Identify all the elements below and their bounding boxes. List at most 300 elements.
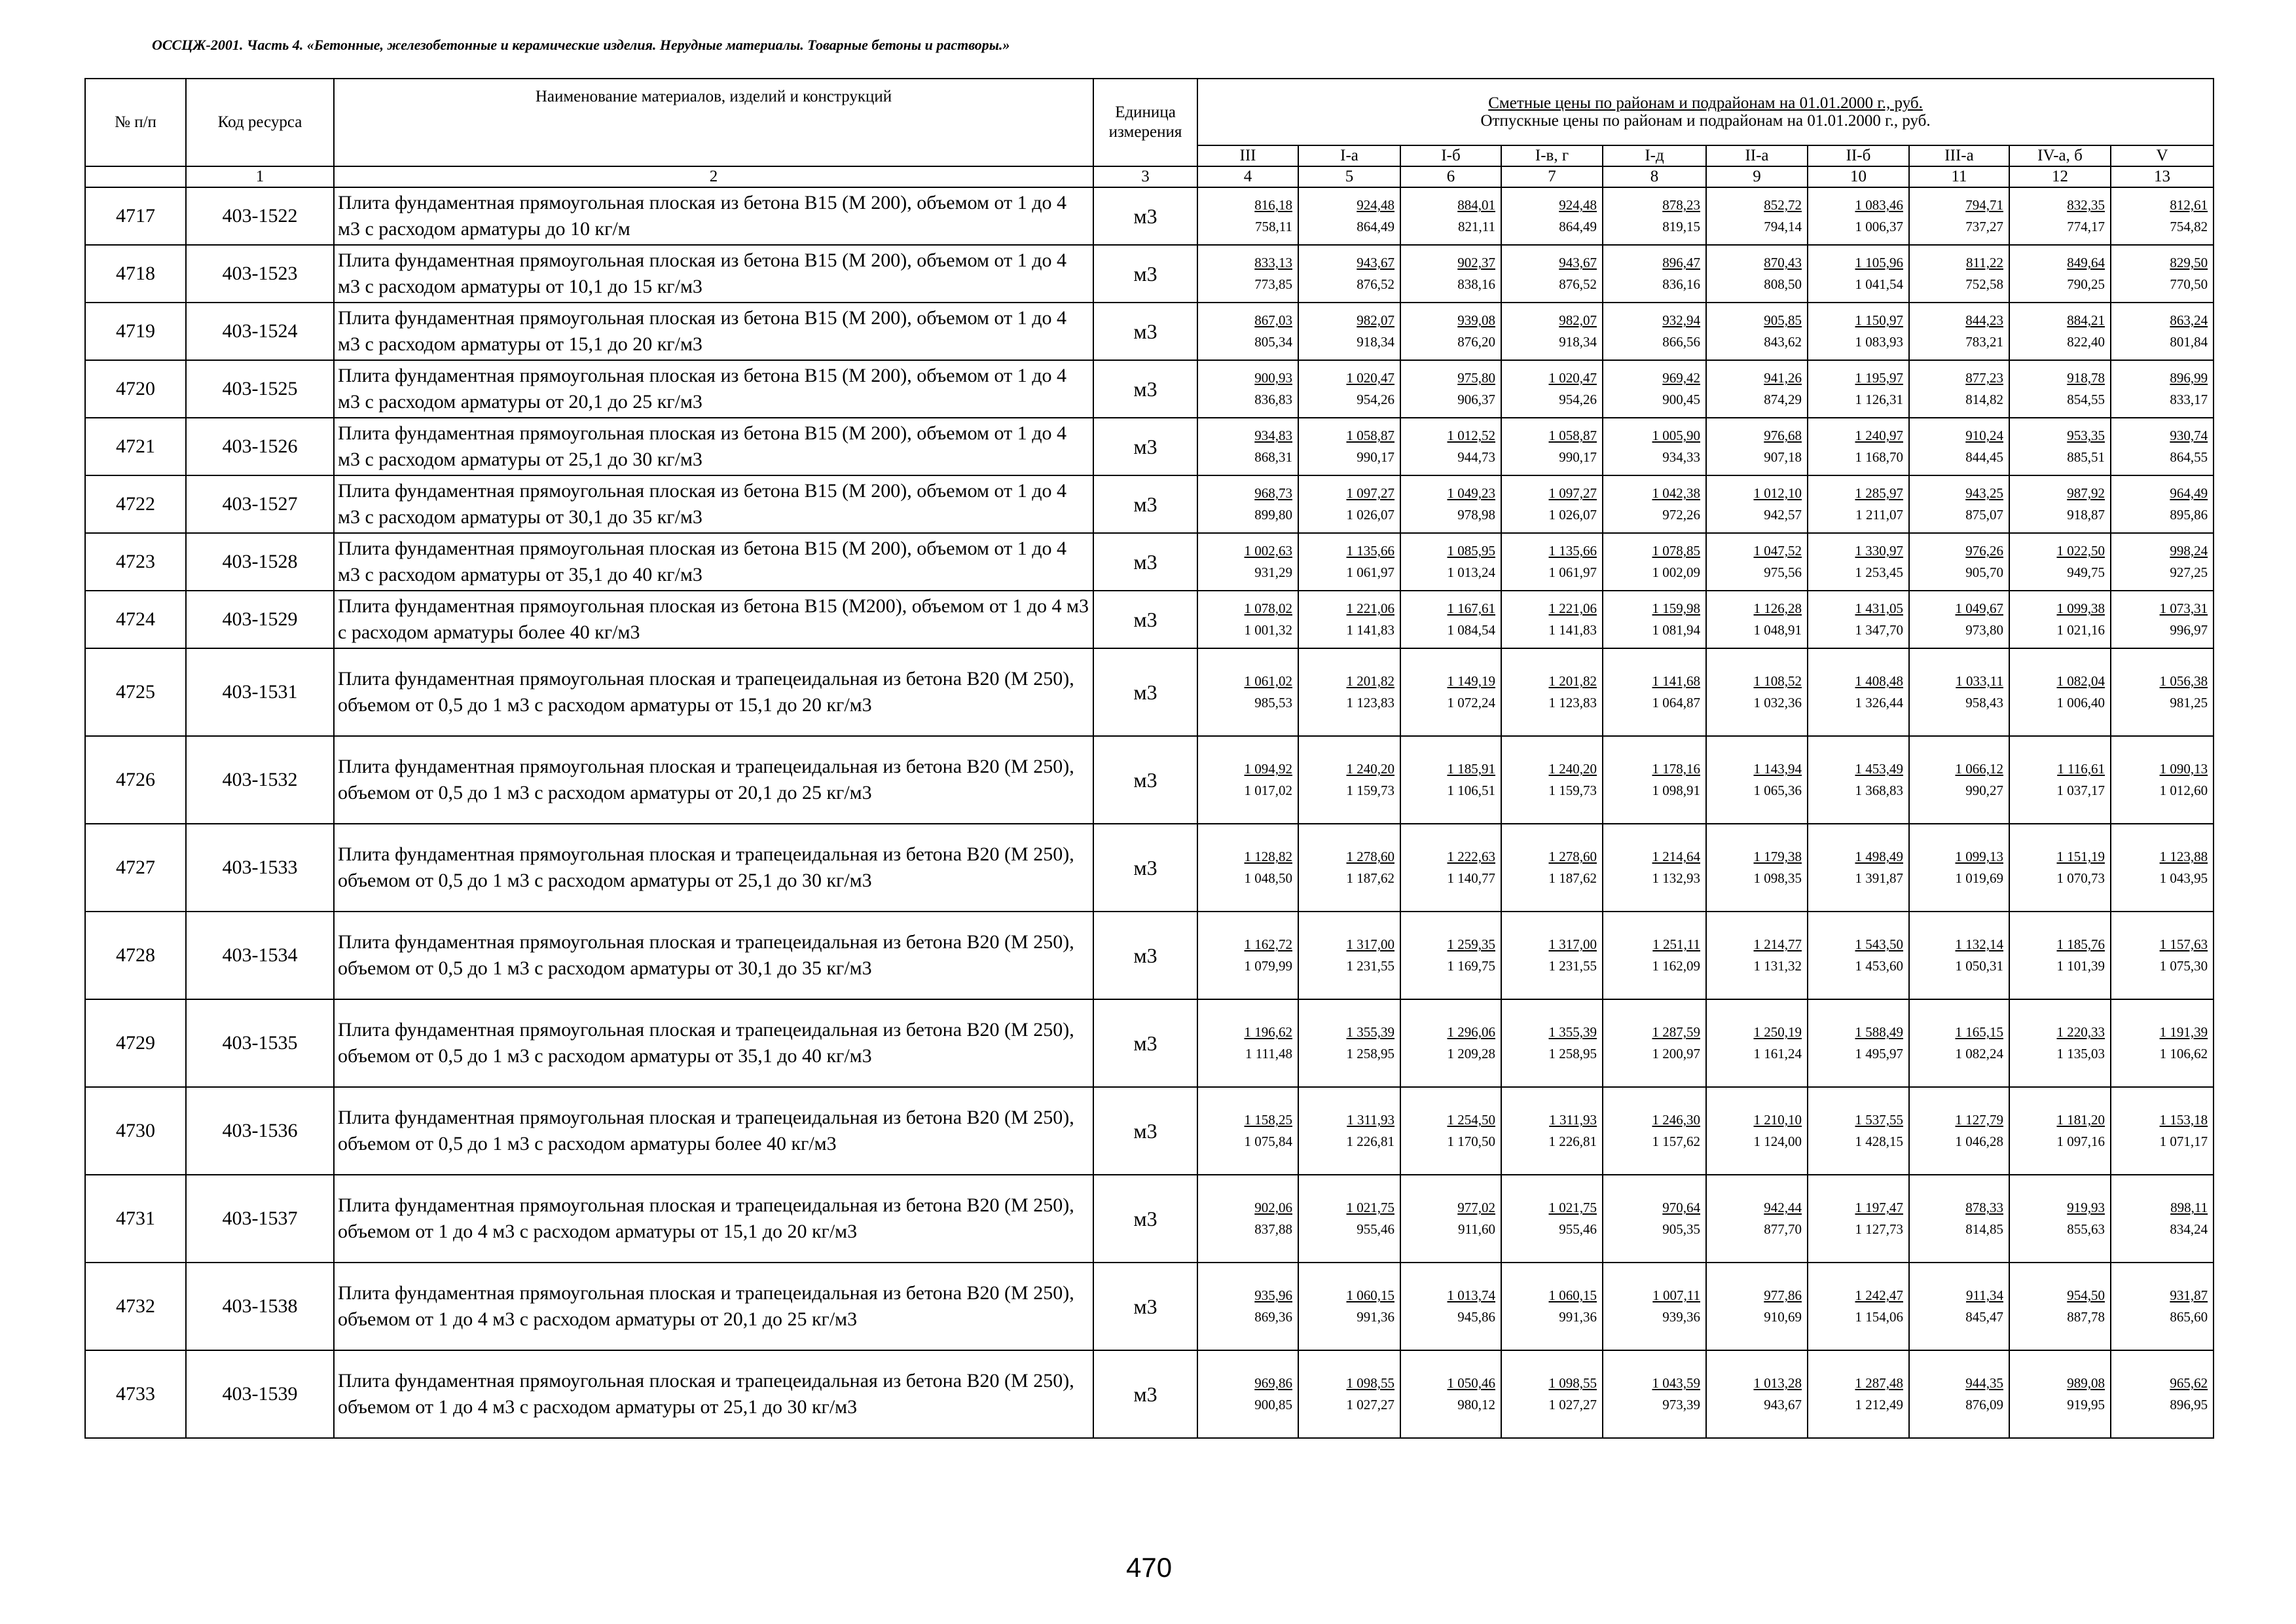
unit-of-measure: м3: [1093, 591, 1197, 648]
estimate-price: 902,37: [1457, 255, 1495, 270]
estimate-price: 1 097,27: [1548, 485, 1597, 501]
release-price: 1 209,28: [1447, 1046, 1495, 1061]
price-cell: [1501, 1175, 1603, 1263]
price-cell: [1501, 187, 1603, 245]
estimate-price: 944,35: [1965, 1375, 2003, 1391]
release-price: 868,31: [1254, 449, 1292, 465]
price-cell: [2111, 1350, 2214, 1438]
material-name: Плита фундаментная прямоугольная плоская и трапецеидальная из бетона В20 (М 250), объемом от 1 до 4 м3 с расходом арматуры от 20,1 до 25 кг/м3: [334, 1263, 1093, 1350]
release-price: 1 131,32: [1753, 958, 1802, 974]
price-cell: [1298, 245, 1400, 303]
estimate-price: 1 141,68: [1652, 673, 1700, 689]
price-cell: [1909, 245, 2009, 303]
estimate-price: 1 165,15: [1955, 1024, 2003, 1040]
material-name: Плита фундаментная прямоугольная плоская и трапецеидальная из бетона В20 (М 250), объемом от 0,5 до 1 м3 с расходом арматуры от 35,1 до 40 кг/м3: [334, 999, 1093, 1087]
release-price: 1 071,17: [2159, 1134, 2208, 1149]
release-price: 1 037,17: [2056, 783, 2105, 798]
estimate-price: 1 020,47: [1346, 370, 1394, 386]
estimate-price: 918,78: [2067, 370, 2105, 386]
estimate-price: 1 355,39: [1548, 1024, 1597, 1040]
price-cell: [1298, 1087, 1400, 1175]
table-row: [85, 736, 2214, 824]
price-cell: [1501, 418, 1603, 475]
estimate-price: 1 149,19: [1447, 673, 1495, 689]
release-price: 808,50: [1764, 276, 1802, 292]
estimate-price: 1 543,50: [1855, 936, 1903, 952]
price-cell: [2009, 1175, 2111, 1263]
estimate-price: 1 259,35: [1447, 936, 1495, 952]
estimate-price: 1 108,52: [1753, 673, 1802, 689]
estimate-price: 935,96: [1254, 1287, 1292, 1303]
estimate-price: 941,26: [1764, 370, 1802, 386]
row-number: 4731: [85, 1175, 186, 1263]
estimate-price: 1 047,52: [1753, 543, 1802, 559]
release-price: 1 017,02: [1244, 783, 1292, 798]
release-price: 1 019,69: [1955, 870, 2003, 886]
price-cell: [1706, 736, 1808, 824]
estimate-price: 1 311,93: [1549, 1112, 1597, 1128]
price-cell: [1400, 418, 1501, 475]
estimate-price: 1 049,67: [1955, 600, 2003, 616]
price-cell: [2009, 533, 2111, 591]
release-price: 996,97: [2170, 622, 2208, 638]
price-cell: [1501, 1087, 1603, 1175]
release-price: 834,24: [2170, 1221, 2208, 1237]
price-cell: [2111, 187, 2214, 245]
price-cell: [2111, 824, 2214, 912]
release-price: 814,82: [1965, 392, 2003, 407]
row-number: 4719: [85, 303, 186, 360]
release-price: 939,36: [1662, 1309, 1700, 1325]
price-cell: [1909, 475, 2009, 533]
estimate-price: 975,80: [1457, 370, 1495, 386]
material-name: Плита фундаментная прямоугольная плоская и трапецеидальная из бетона В20 (М 250), объемом от 1 до 4 м3 с расходом арматуры от 15,1 до 20 кг/м3: [334, 1175, 1093, 1263]
price-cell: [1603, 303, 1706, 360]
estimate-price: 852,72: [1764, 197, 1802, 213]
price-cell: [2111, 648, 2214, 736]
estimate-price: 816,18: [1254, 197, 1292, 213]
release-price: 1 111,48: [1245, 1046, 1292, 1061]
resource-code: 403-1523: [186, 245, 334, 303]
price-cell: [1400, 187, 1501, 245]
estimate-price: 1 222,63: [1447, 849, 1495, 864]
estimate-price: 968,73: [1254, 485, 1292, 501]
price-cell: [1603, 912, 1706, 999]
estimate-price: 982,07: [1357, 312, 1394, 328]
release-price: 864,49: [1559, 219, 1597, 234]
price-cell: [1603, 1087, 1706, 1175]
resource-code: 403-1536: [186, 1087, 334, 1175]
release-price: 943,67: [1764, 1397, 1802, 1412]
estimate-price: 934,83: [1254, 428, 1292, 443]
price-cell: [1706, 303, 1808, 360]
price-cell: [1400, 912, 1501, 999]
estimate-price: 1 078,85: [1652, 543, 1700, 559]
release-price: 836,16: [1662, 276, 1700, 292]
estimate-price: 1 498,49: [1855, 849, 1903, 864]
price-cell: [1706, 824, 1808, 912]
material-name: Плита фундаментная прямоугольная плоская из бетона В15 (М 200), объемом от 1 до 4 м3 с расходом арматуры от 35,1 до 40 кг/м3: [334, 533, 1093, 591]
estimate-price: 1 128,82: [1244, 849, 1292, 864]
resource-code: 403-1539: [186, 1350, 334, 1438]
price-cell: [2111, 418, 2214, 475]
price-cell: [1603, 1263, 1706, 1350]
unit-of-measure: м3: [1093, 303, 1197, 360]
price-cell: [2111, 1087, 2214, 1175]
table-row: [85, 533, 2214, 591]
price-cell: [1706, 648, 1808, 736]
release-price: 1 347,70: [1855, 622, 1903, 638]
price-cell: [1603, 591, 1706, 648]
release-price: 1 061,97: [1548, 564, 1597, 580]
release-price: 1 082,24: [1955, 1046, 2003, 1061]
estimate-price: 1 082,04: [2056, 673, 2105, 689]
release-price: 844,45: [1965, 449, 2003, 465]
estimate-price: 1 251,11: [1652, 936, 1700, 952]
resource-code: 403-1531: [186, 648, 334, 736]
material-name: Плита фундаментная прямоугольная плоская и трапецеидальная из бетона В20 (М 250), объемом от 0,5 до 1 м3 с расходом арматуры от 25,1 до 30 кг/м3: [334, 824, 1093, 912]
release-price: 1 161,24: [1753, 1046, 1802, 1061]
estimate-price: 1 094,92: [1244, 761, 1292, 777]
price-cell: [1808, 1175, 1909, 1263]
estimate-price: 1 002,63: [1244, 543, 1292, 559]
price-cell: [2111, 912, 2214, 999]
release-price: 954,26: [1357, 392, 1394, 407]
price-cell: [2009, 475, 2111, 533]
price-cell: [2009, 1350, 2111, 1438]
header-prices: [1197, 79, 2214, 145]
price-cell: [1298, 1350, 1400, 1438]
estimate-price: 931,87: [2170, 1287, 2208, 1303]
price-cell: [1400, 360, 1501, 418]
region-header: I-б: [1400, 145, 1501, 166]
price-cell: [1197, 1175, 1298, 1263]
release-price: 1 226,81: [1548, 1134, 1597, 1149]
price-cell: [1298, 648, 1400, 736]
estimate-price: 832,35: [2067, 197, 2105, 213]
estimate-price: 1 240,20: [1548, 761, 1597, 777]
release-price: 885,51: [2067, 449, 2105, 465]
price-cell: [1603, 1175, 1706, 1263]
release-price: 876,52: [1559, 276, 1597, 292]
row-number: 4730: [85, 1087, 186, 1175]
estimate-price: 976,26: [1965, 543, 2003, 559]
estimate-price: 1 143,94: [1753, 761, 1802, 777]
estimate-price: 1 007,11: [1652, 1287, 1700, 1303]
price-cell: [1909, 591, 2009, 648]
price-cell: [1603, 1350, 1706, 1438]
release-price: 1 326,44: [1855, 695, 1903, 710]
release-price: 1 075,30: [2159, 958, 2208, 974]
price-cell: [1197, 912, 1298, 999]
estimate-price: 1 105,96: [1855, 255, 1903, 270]
release-price: 821,11: [1458, 219, 1495, 234]
table-row: [85, 1263, 2214, 1350]
price-cell: [1298, 475, 1400, 533]
price-cell: [1197, 533, 1298, 591]
price-cell: [1603, 736, 1706, 824]
price-cell: [1706, 1263, 1808, 1350]
table-row: [85, 1175, 2214, 1263]
estimate-price: 1 221,06: [1548, 600, 1597, 616]
region-header: II-а: [1706, 145, 1808, 166]
price-cell: [1501, 303, 1603, 360]
estimate-price: 1 073,31: [2159, 600, 2208, 616]
release-price: 980,12: [1457, 1397, 1495, 1412]
estimate-price: 1 066,12: [1955, 761, 2003, 777]
release-price: 1 081,94: [1652, 622, 1700, 638]
resource-code: 403-1533: [186, 824, 334, 912]
release-price: 1 070,73: [2056, 870, 2105, 886]
estimate-price: 1 195,97: [1855, 370, 1903, 386]
release-price: 1 064,87: [1652, 695, 1700, 710]
estimate-price: 1 167,61: [1447, 600, 1495, 616]
estimate-price: 932,94: [1662, 312, 1700, 328]
estimate-price: 1 197,47: [1855, 1200, 1903, 1215]
release-price: 833,17: [2170, 392, 2208, 407]
header-prices-estimate: Сметные цены по районам и подрайонам на 01.01.2000 г., руб.: [1488, 94, 1923, 112]
estimate-price: 989,08: [2067, 1375, 2105, 1391]
release-price: 737,27: [1965, 219, 2003, 234]
price-cell: [1501, 475, 1603, 533]
price-cell: [1603, 648, 1706, 736]
release-price: 1 428,15: [1855, 1134, 1903, 1149]
release-price: 1 101,39: [2056, 958, 2105, 974]
estimate-price: 1 240,20: [1346, 761, 1394, 777]
price-cell: [2009, 418, 2111, 475]
column-number: 12: [2009, 166, 2111, 187]
header-name: Наименование материалов, изделий и конструкций: [334, 79, 1093, 166]
estimate-price: 1 098,55: [1346, 1375, 1394, 1391]
price-cell: [2009, 824, 2111, 912]
estimate-price: 829,50: [2170, 255, 2208, 270]
price-cell: [1197, 736, 1298, 824]
release-price: 942,57: [1764, 507, 1802, 523]
price-cell: [1197, 303, 1298, 360]
price-cell: [1400, 1263, 1501, 1350]
estimate-price: 1 049,23: [1447, 485, 1495, 501]
release-price: 1 048,50: [1244, 870, 1292, 886]
release-price: 1 043,95: [2159, 870, 2208, 886]
release-price: 918,34: [1559, 334, 1597, 350]
release-price: 770,50: [2170, 276, 2208, 292]
estimate-price: 1 021,75: [1548, 1200, 1597, 1215]
price-cell: [1400, 1175, 1501, 1263]
release-price: 805,34: [1254, 334, 1292, 350]
price-cell: [1808, 303, 1909, 360]
column-number: 13: [2111, 166, 2214, 187]
release-price: 1 106,51: [1447, 783, 1495, 798]
estimate-price: 1 220,33: [2056, 1024, 2105, 1040]
estimate-price: 964,49: [2170, 485, 2208, 501]
release-price: 991,36: [1357, 1309, 1394, 1325]
estimate-price: 910,24: [1965, 428, 2003, 443]
release-price: 1 159,73: [1346, 783, 1394, 798]
estimate-price: 884,21: [2067, 312, 2105, 328]
price-cell: [1400, 648, 1501, 736]
material-name: Плита фундаментная прямоугольная плоская из бетона В15 (М 200), объемом от 1 до 4 м3 с расходом арматуры от 20,1 до 25 кг/м3: [334, 360, 1093, 418]
material-name: Плита фундаментная прямоугольная плоская и трапецеидальная из бетона В20 (М 250), объемом от 0,5 до 1 м3 с расходом арматуры от 30,1 до 35 кг/м3: [334, 912, 1093, 999]
price-cell: [1909, 648, 2009, 736]
price-cell: [1909, 1175, 2009, 1263]
release-price: 990,17: [1559, 449, 1597, 465]
row-number: 4722: [85, 475, 186, 533]
estimate-price: 1 201,82: [1548, 673, 1597, 689]
release-price: 869,36: [1254, 1309, 1292, 1325]
region-header: IV-а, б: [2009, 145, 2111, 166]
estimate-price: 1 090,13: [2159, 761, 2208, 777]
release-price: 944,73: [1457, 449, 1495, 465]
price-cell: [2009, 1087, 2111, 1175]
price-cell: [1298, 360, 1400, 418]
release-price: 783,21: [1965, 334, 2003, 350]
estimate-price: 1 116,61: [2057, 761, 2105, 777]
table-row: [85, 245, 2214, 303]
release-price: 1 027,27: [1548, 1397, 1597, 1412]
release-price: 1 006,40: [2056, 695, 2105, 710]
material-name: Плита фундаментная прямоугольная плоская и трапецеидальная из бетона В20 (М 250), объемом от 0,5 до 1 м3 с расходом арматуры более 40 кг/м3: [334, 1087, 1093, 1175]
row-number: 4717: [85, 187, 186, 245]
price-cell: [1400, 245, 1501, 303]
release-price: 754,82: [2170, 219, 2208, 234]
estimate-price: 1 151,19: [2056, 849, 2105, 864]
release-price: 773,85: [1254, 276, 1292, 292]
release-price: 1 495,97: [1855, 1046, 1903, 1061]
price-cell: [1501, 999, 1603, 1087]
estimate-price: 1 020,47: [1548, 370, 1597, 386]
release-price: 1 141,83: [1548, 622, 1597, 638]
estimate-price: 867,03: [1254, 312, 1292, 328]
release-price: 954,26: [1559, 392, 1597, 407]
estimate-price: 943,67: [1559, 255, 1597, 270]
table-row: [85, 360, 2214, 418]
resource-code: 403-1529: [186, 591, 334, 648]
estimate-price: 1 022,50: [2056, 543, 2105, 559]
row-number: 4723: [85, 533, 186, 591]
column-number: 6: [1400, 166, 1501, 187]
release-price: 1 126,31: [1855, 392, 1903, 407]
price-cell: [1400, 736, 1501, 824]
price-cell: [1400, 824, 1501, 912]
estimate-price: 1 214,64: [1652, 849, 1700, 864]
price-cell: [1400, 1087, 1501, 1175]
estimate-price: 930,74: [2170, 428, 2208, 443]
release-price: 1 135,03: [2056, 1046, 2105, 1061]
price-cell: [1197, 999, 1298, 1087]
price-cell: [1298, 736, 1400, 824]
release-price: 1 187,62: [1548, 870, 1597, 886]
release-price: 900,45: [1662, 392, 1700, 407]
estimate-price: 896,99: [2170, 370, 2208, 386]
release-price: 900,85: [1254, 1397, 1292, 1412]
release-price: 874,29: [1764, 392, 1802, 407]
table-row: [85, 1087, 2214, 1175]
estimate-price: 1 060,15: [1548, 1287, 1597, 1303]
price-cell: [1197, 1087, 1298, 1175]
price-cell: [2111, 360, 2214, 418]
estimate-price: 1 250,19: [1753, 1024, 1802, 1040]
release-price: 1 211,07: [1855, 507, 1903, 523]
resource-code: 403-1524: [186, 303, 334, 360]
price-cell: [2111, 303, 2214, 360]
estimate-price: 1 126,28: [1753, 600, 1802, 616]
price-cell: [1808, 912, 1909, 999]
estimate-price: 870,43: [1764, 255, 1802, 270]
estimate-price: 1 158,25: [1244, 1112, 1292, 1128]
price-cell: [1298, 303, 1400, 360]
resource-code: 403-1522: [186, 187, 334, 245]
header-prices-release: Отпускные цены по районам и подрайонам на 01.01.2000 г., руб.: [1480, 112, 1931, 130]
price-cell: [1808, 824, 1909, 912]
release-price: 896,95: [2170, 1397, 2208, 1412]
estimate-price: 1 097,27: [1346, 485, 1394, 501]
estimate-price: 1 278,60: [1346, 849, 1394, 864]
release-price: 1 026,07: [1346, 507, 1394, 523]
price-cell: [1298, 591, 1400, 648]
price-cell: [1197, 418, 1298, 475]
price-cell: [1298, 999, 1400, 1087]
price-cell: [1501, 591, 1603, 648]
release-price: 1 169,75: [1447, 958, 1495, 974]
estimate-price: 1 588,49: [1855, 1024, 1903, 1040]
estimate-price: 1 099,38: [2056, 600, 2105, 616]
column-number: 3: [1093, 166, 1197, 187]
price-cell: [2009, 648, 2111, 736]
material-name: Плита фундаментная прямоугольная плоская и трапецеидальная из бетона В20 (М 250), объемом от 1 до 4 м3 с расходом арматуры от 25,1 до 30 кг/м3: [334, 1350, 1093, 1438]
release-price: 905,35: [1662, 1221, 1700, 1237]
estimate-price: 1 453,49: [1855, 761, 1903, 777]
estimate-price: 1 408,48: [1855, 673, 1903, 689]
price-cell: [1603, 999, 1706, 1087]
release-price: 910,69: [1764, 1309, 1802, 1325]
estimate-price: 1 058,87: [1548, 428, 1597, 443]
release-price: 875,07: [1965, 507, 2003, 523]
table-row: [85, 187, 2214, 245]
column-number-blank: [85, 166, 186, 187]
unit-of-measure: м3: [1093, 736, 1197, 824]
estimate-price: 878,23: [1662, 197, 1700, 213]
price-cell: [2009, 999, 2111, 1087]
release-price: 1 368,83: [1855, 783, 1903, 798]
price-cell: [1909, 824, 2009, 912]
price-cell: [1298, 187, 1400, 245]
column-number: 9: [1706, 166, 1808, 187]
column-number: 7: [1501, 166, 1603, 187]
price-cell: [1298, 1175, 1400, 1263]
release-price: 1 002,09: [1652, 564, 1700, 580]
price-cell: [1909, 912, 2009, 999]
price-cell: [1501, 245, 1603, 303]
material-name: Плита фундаментная прямоугольная плоская и трапецеидальная из бетона В20 (М 250), объемом от 0,5 до 1 м3 с расходом арматуры от 20,1 до 25 кг/м3: [334, 736, 1093, 824]
column-number: 10: [1808, 166, 1909, 187]
estimate-price: 1 278,60: [1548, 849, 1597, 864]
resource-code: 403-1537: [186, 1175, 334, 1263]
estimate-price: 977,02: [1457, 1200, 1495, 1215]
price-cell: [1197, 648, 1298, 736]
release-price: 1 075,84: [1244, 1134, 1292, 1149]
release-price: 991,36: [1559, 1309, 1597, 1325]
price-cell: [1706, 1175, 1808, 1263]
unit-of-measure: м3: [1093, 824, 1197, 912]
estimate-price: 844,23: [1965, 312, 2003, 328]
price-cell: [1808, 1350, 1909, 1438]
estimate-price: 1 060,15: [1346, 1287, 1394, 1303]
release-price: 1 124,00: [1753, 1134, 1802, 1149]
estimate-price: 896,47: [1662, 255, 1700, 270]
estimate-price: 1 431,05: [1855, 600, 1903, 616]
release-price: 958,43: [1965, 695, 2003, 710]
estimate-price: 1 221,06: [1346, 600, 1394, 616]
